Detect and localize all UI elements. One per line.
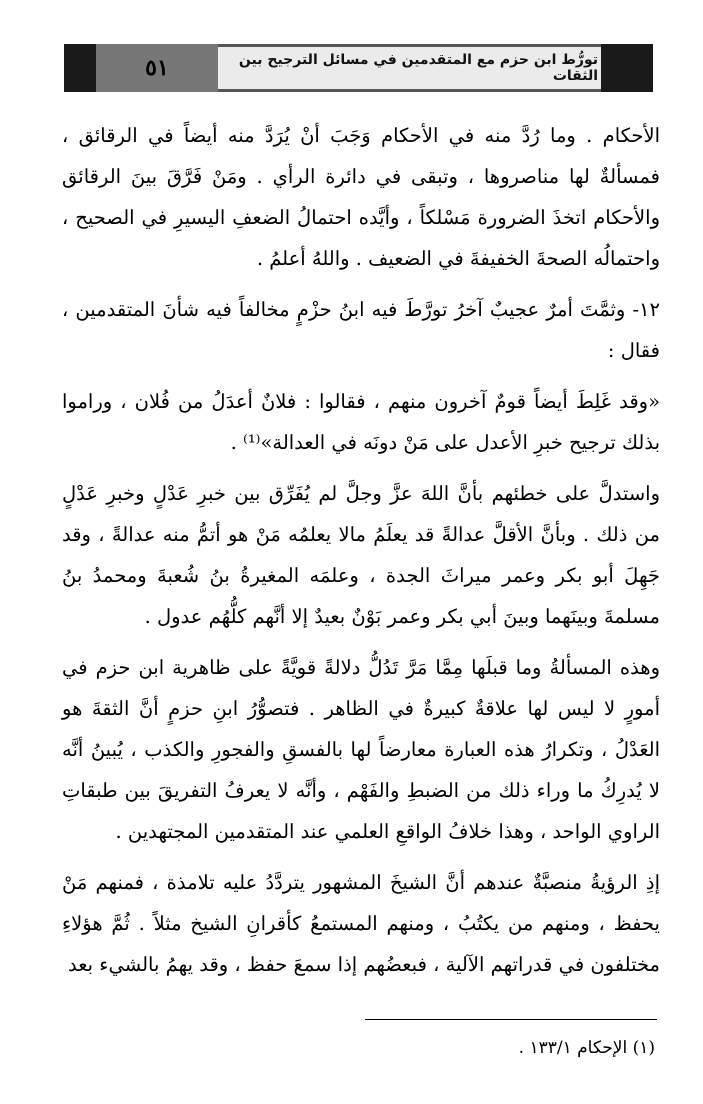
- main-text: [62, 115, 660, 985]
- paragraph-5: وهذه المسألةُ وما قبلَها مِمَّا مَرَّ تَدُلُّ دلالةً قويَّةً على ظاهرية ابن حزم في أمورٍ لا ليس لها علاقةٌ كبيرةٌ في الظاهر . فتصوُّرُ ابنِ حزمٍ أنَّ الثقةَ هو العَدْلُ ، وتكرارُ هذه العبارة معارضاً لها بالفسقِ والفجورِ والكذب ، يُبينُ أنَّه لا يُدرِكُ ما وراء ذلك من الضبطِ والفَهْم ، وأنَّه لا يعرفُ التفريقَ بين طبقاتِ الراوي الواحد ، وهذا خلافُ الواقعِ العلمي عند المتقدمين المجتهدين .: [62, 656, 660, 843]
- running-header: [64, 44, 653, 94]
- footnote: (١) الإحكام ١٣٣/١ .: [518, 1038, 655, 1058]
- paragraph-6: إذِ الرؤيةُ منصبَّةٌ عندهم أنَّ الشيخَ المشهور يتردَّدُ عليه تلامذة ، فمنهم مَنْ يحفظ ، ومنهم من يكتُبُ ، ومنهم المستمعُ كأقرانِ الشيخ مثلاً . ثُمَّ هؤلاءِ مختلفون في قدراتهم الآلية ، فبعضُهم إذا سمعَ حفظ ، وقد يهمُ بالشيء بعد: [62, 871, 660, 976]
- footnote-separator: [365, 1019, 657, 1020]
- paragraph-2: ١٢- وثمَّتَ أمرٌ عجيبٌ آخرُ تورَّطَ فيه ابنُ حزْمٍ مخالفاً فيه شأنَ المتقدمين ، فقال :: [62, 298, 660, 362]
- page-number: ٥١: [145, 55, 169, 81]
- quotation-paragraph: «وقد غَلِطَ أيضاً قومٌ آخرون منهم ، فقالوا : فلانٌ أعدَلُ من فُلان ، وراموا بذلك ترجيح خبرِ الأعدل على مَنْ دونَه في العدالة»⁽¹⁾ .: [62, 390, 660, 454]
- header-dark-block-right: [601, 44, 653, 92]
- running-title: تورُّط ابن حزم مع المتقدمين في مسائل الترجيح بين الثقات: [238, 52, 598, 84]
- paragraph-1: الأحكام . وما رُدَّ منه في الأحكام وَجَبَ أنْ يُرَدَّ منه أيضاً في الرقائق ، فمسألةٌ لها مناصروها ، وتبقى في دائرة الرأي . ومَنْ فَرَّقَ بينَ الرقائق والأحكام اتخذَ الضرورة مَسْلكاً ، وأيَّده احتمالُ الضعفِ اليسيرِ في الصحيح ، واحتمالُه الصحةَ الخفيفةَ في الضعيف . واللهُ أعلمُ .: [62, 124, 660, 270]
- paragraph-4: واستدلَّ على خطئهم بأنَّ اللهَ عزَّ وجلَّ لم يُفَرِّق بين خبرِ عَدْلٍ وخبرِ عَدْلٍ من ذلك . وبأنَّ الأقلَّ عدالةً قد يعلَمُ مالا يعلمُه مَنْ هو أتمُّ منه عدالةً ، وقد جَهِلَ أبو بكر وعمر ميراثَ الجدة ، وعلمَه المغيرةُ بنُ شُعبةَ ومحمدُ بنُ مسلمةَ وبينَهما وبينَ أبي بكر وعمر بَوْنٌ بعيدٌ إلا أنَّهم كلُّهُم عدول .: [62, 482, 660, 628]
- header-dark-block-left: [64, 44, 96, 92]
